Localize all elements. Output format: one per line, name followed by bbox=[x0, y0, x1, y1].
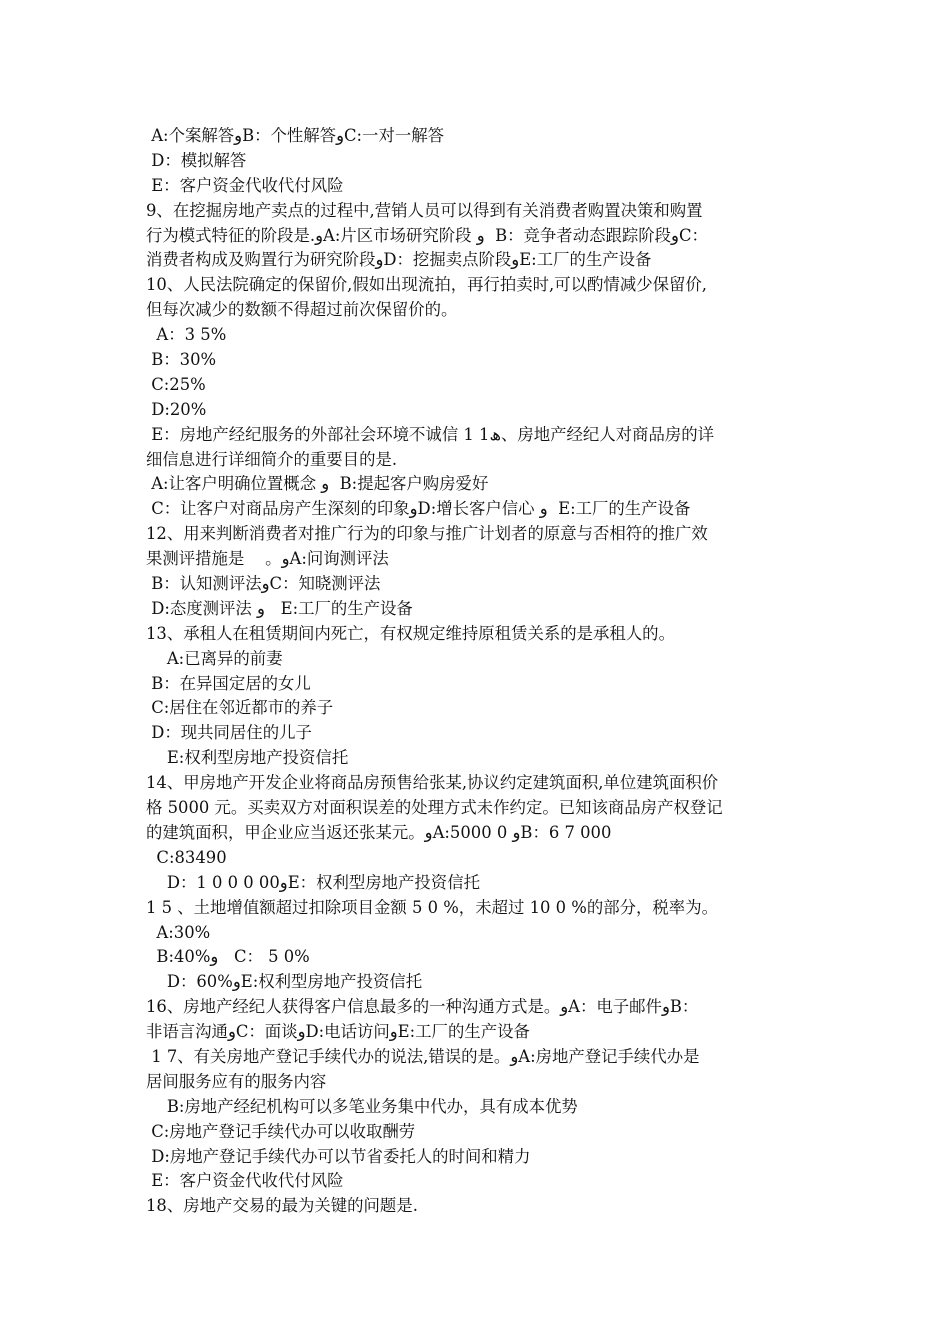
text-line: D：60%وE:权利型房地产投资信托 bbox=[146, 972, 423, 992]
text-line: B：30% bbox=[146, 350, 217, 370]
text-line: A:已离异的前妻 bbox=[146, 648, 283, 668]
text-line: B：在异国定居的女儿 bbox=[146, 673, 311, 693]
text-line: C:83490 bbox=[146, 847, 227, 867]
text-line: D：1 0 0 0 00وE：权利型房地产投资信托 bbox=[146, 872, 480, 892]
text-line: D:房地产登记手续代办可以节省委托人的时间和精力 bbox=[146, 1146, 531, 1166]
text-line: 消费者构成及购置行为研究阶段وD：挖掘卖点阶段وE:工厂的生产设备 bbox=[146, 250, 652, 270]
text-line: 细信息进行详细简介的重要目的是. bbox=[146, 449, 398, 469]
text-line: D：现共同居住的儿子 bbox=[146, 723, 312, 743]
text-line: 9、在挖掘房地产卖点的过程中,营销人员可以得到有关消费者购置决策和购置 bbox=[146, 200, 703, 220]
text-line: C：让客户对商品房产生深刻的印象وD:增长客户信心 و E:工厂的生产设备 bbox=[146, 499, 691, 519]
text-line: 10、人民法院确定的保留价,假如出现流拍，再行拍卖时,可以酌情减少保留价, bbox=[146, 275, 707, 295]
text-line: E：客户资金代收代付风险 bbox=[146, 175, 344, 195]
text-line: D:态度测评法 و E:工厂的生产设备 bbox=[146, 598, 413, 618]
text-line: A:30% bbox=[146, 922, 211, 942]
text-line: 13、承租人在租赁期间内死亡，有权规定维持原租赁关系的是承租人的。 bbox=[146, 623, 675, 643]
text-line: 果测评措施是 。وA:问询测评法 bbox=[146, 549, 389, 569]
text-line: C:房地产登记手续代办可以收取酬劳 bbox=[146, 1121, 416, 1141]
text-line: B:房地产经纪机构可以多笔业务集中代办，具有成本优势 bbox=[146, 1096, 578, 1116]
text-line: E:权利型房地产投资信托 bbox=[146, 748, 349, 768]
text-line: 18、房地产交易的最为关键的问题是. bbox=[146, 1196, 418, 1216]
text-line: E：房地产经纪服务的外部社会环境不诚信 1 1ھ、房地产经纪人对商品房的详 bbox=[146, 424, 715, 444]
text-line: 16、房地产经纪人获得客户信息最多的一种沟通方式是。وA：电子邮件وB： bbox=[146, 997, 699, 1017]
text-line: 14、甲房地产开发企业将商品房预售给张某,协议约定建筑面积,单位建筑面积价 bbox=[146, 773, 719, 793]
text-line: 格 5000 元。买卖双方对面积误差的处理方式未作约定。已知该商品房产权登记 bbox=[146, 798, 723, 818]
text-line: A:个案解答وB：个性解答وC:一对一解答 bbox=[146, 126, 445, 145]
text-line: 1 7、有关房地产登记手续代办的说法,错误的是。وA:房地产登记手续代办是 bbox=[146, 1046, 700, 1066]
text-line: C:居住在邻近都市的养子 bbox=[146, 698, 334, 718]
text-line: 的建筑面积，甲企业应当返还张某元。وA:5000 0 وB：6 7 000 bbox=[146, 822, 612, 842]
text-line: D：模拟解答 bbox=[146, 150, 247, 170]
text-line: 12、用来判断消费者对推广行为的印象与推广计划者的原意与否相符的推广效 bbox=[146, 524, 708, 544]
text-line: D:20% bbox=[146, 399, 207, 419]
text-line: A：3 5% bbox=[146, 325, 227, 345]
document-body bbox=[146, 124, 812, 1219]
text-line: 但每次减少的数额不得超过前次保留价的。 bbox=[146, 300, 458, 320]
text-line: 居间服务应有的服务内容 bbox=[146, 1071, 327, 1091]
text-line: C:25% bbox=[146, 374, 206, 394]
text-line: 行为模式特征的阶段是.وA:片区市场研究阶段 و B：竞争者动态跟踪阶段وC： bbox=[146, 225, 708, 245]
text-line: E：客户资金代收代付风险 bbox=[146, 1171, 344, 1191]
text-line: 非语言沟通وC：面谈وD:电话访问وE:工厂的生产设备 bbox=[146, 1022, 530, 1042]
text-line: B：认知测评法وC：知晓测评法 bbox=[146, 574, 381, 594]
text-line: A:让客户明确位置概念 و B:提起客户购房爱好 bbox=[146, 474, 489, 494]
text-line: B:40%و C： 5 0% bbox=[146, 947, 310, 967]
text-line: 1 5 、土地增值额超过扣除项目金额 5 0 %，未超过 10 0 %的部分，税率为。 bbox=[146, 897, 718, 917]
